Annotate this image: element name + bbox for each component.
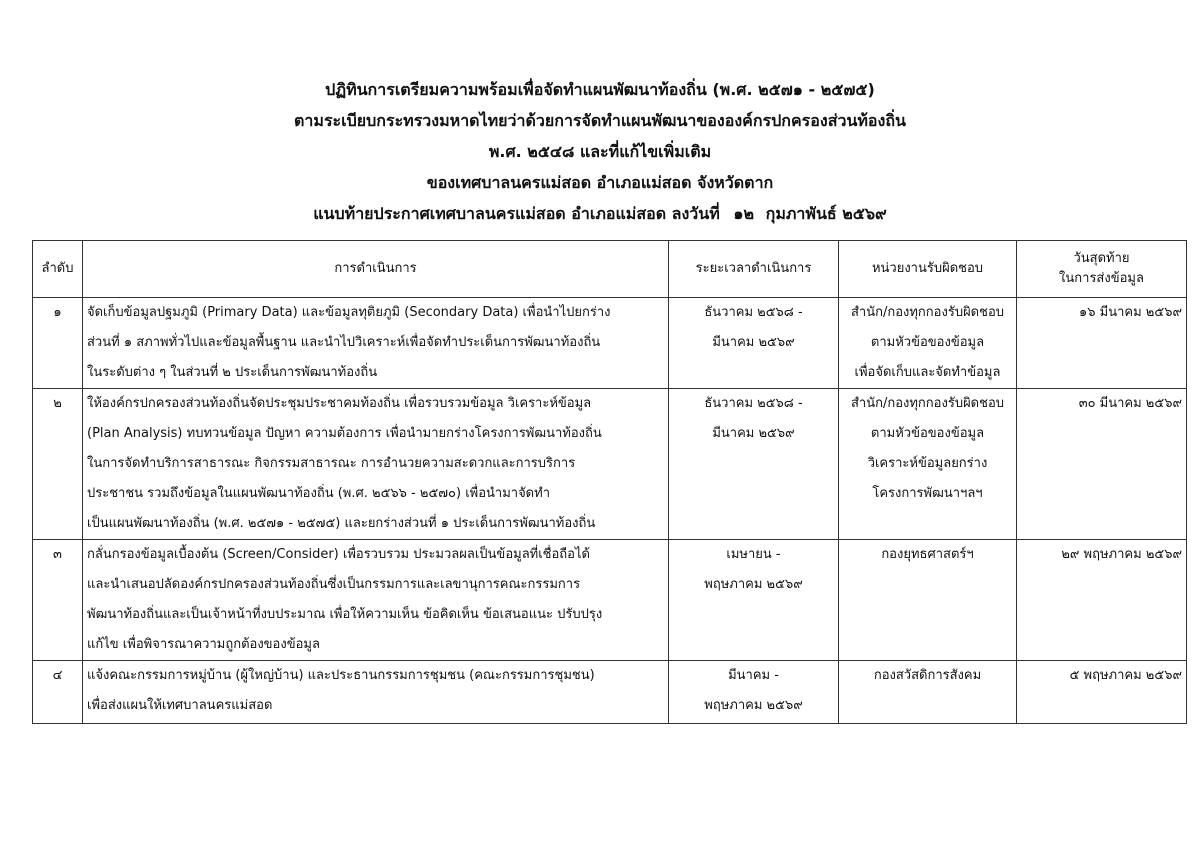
activity-line: แก้ไข เพื่อพิจารณาความถูกต้องของข้อมูล: [87, 637, 320, 652]
table-header-row: [33, 241, 1187, 298]
header-no: ลำดับ: [33, 241, 83, 298]
activity-line: กลั่นกรองข้อมูลเบื้องต้น (Screen/Consider) เพื่อรวบรวม ประมวลผลเป็นข้อมูลที่เชื่อถือได้: [87, 547, 590, 562]
attachment-month-year: กุมภาพันธ์ ๒๕๖๙: [765, 204, 887, 223]
activity-cell: [83, 540, 669, 661]
title-line-3: พ.ศ. ๒๕๔๘ และที่แก้ไขเพิ่มเติม: [488, 142, 712, 161]
row-number: ๓: [33, 540, 83, 661]
activity-line: ในการจัดทำบริการสาธารณะ กิจกรรมสาธารณะ การอำนวยความสะดวกและการบริการ: [87, 456, 576, 471]
header-deadline-line-1: วันสุดท้าย: [1073, 251, 1130, 266]
period-line: ธันวาคม ๒๕๖๘ -: [704, 305, 803, 320]
title-line-1: ปฏิทินการเตรียมความพร้อมเพื่อจัดทำแผนพัฒนาท้องถิ่น (พ.ศ. ๒๕๗๑ - ๒๕๗๕): [325, 80, 875, 99]
unit-cell: [839, 540, 1017, 661]
document-header: [0, 80, 1200, 226]
period-line: พฤษภาคม ๒๕๖๙: [704, 698, 803, 713]
title-line-5: [0, 204, 1200, 226]
period-line: เมษายน -: [726, 547, 781, 562]
period-cell: [669, 389, 839, 540]
period-line: มีนาคม -: [728, 668, 779, 683]
table-row: [33, 661, 1187, 724]
unit-cell: [839, 298, 1017, 389]
activity-line: เพื่อส่งแผนให้เทศบาลนครแม่สอด: [87, 698, 273, 713]
activity-cell: [83, 389, 669, 540]
activity-line: จัดเก็บข้อมูลปฐมภูมิ (Primary Data) และข้อมูลทุติยภูมิ (Secondary Data) เพื่อนำไปยกร่าง: [87, 305, 611, 320]
row-number: ๔: [33, 661, 83, 724]
period-line: พฤษภาคม ๒๕๖๙: [704, 577, 803, 592]
period-line: ธันวาคม ๒๕๖๘ -: [704, 396, 803, 411]
table-row: [33, 389, 1187, 540]
attachment-day: ๑๒: [733, 204, 755, 223]
activity-line: ส่วนที่ ๑ สภาพทั่วไปและข้อมูลพื้นฐาน และนำไปวิเคราะห์เพื่อจัดทำประเด็นการพัฒนาท้องถิ่น: [87, 335, 601, 350]
unit-line: สำนัก/กองทุกกองรับผิดชอบ: [850, 305, 1005, 320]
activity-line: ในระดับต่าง ๆ ในส่วนที่ ๒ ประเด็นการพัฒนาท้องถิ่น: [87, 365, 378, 380]
unit-line: เพื่อจัดเก็บและจัดทำข้อมูล: [854, 365, 1001, 380]
activity-cell: [83, 661, 669, 724]
unit-line: กองยุทธศาสตร์ฯ: [881, 547, 974, 562]
activity-line: และนำเสนอปลัดองค์กรปกครองส่วนท้องถิ่นซึ่งเป็นกรรมการและเลขานุการคณะกรรมการ: [87, 577, 581, 592]
row-number: ๒: [33, 389, 83, 540]
row-number: ๑: [33, 298, 83, 389]
unit-line: วิเคราะห์ข้อมูลยกร่าง: [867, 456, 988, 471]
activity-line: พัฒนาท้องถิ่นและเป็นเจ้าหน้าที่งบประมาณ เพื่อให้ความเห็น ข้อคิดเห็น ข้อเสนอแนะ ปรับปรุง: [87, 607, 603, 622]
activity-line: ประชาชน รวมถึงข้อมูลในแผนพัฒนาท้องถิ่น (พ.ศ. ๒๕๖๖ - ๒๕๗๐) เพื่อนำมาจัดทำ: [87, 486, 550, 501]
title-line-4: ของเทศบาลนครแม่สอด อำเภอแม่สอด จังหวัดตาก: [426, 173, 774, 192]
header-activity: การดำเนินการ: [83, 241, 669, 298]
header-unit: หน่วยงานรับผิดชอบ: [839, 241, 1017, 298]
header-deadline: [1017, 241, 1187, 298]
table-row: [33, 298, 1187, 389]
unit-line: สำนัก/กองทุกกองรับผิดชอบ: [850, 396, 1005, 411]
attachment-prefix: แนบท้ายประกาศเทศบาลนครแม่สอด อำเภอแม่สอด ลงวันที่: [313, 204, 720, 223]
deadline-cell: ๑๖ มีนาคม ๒๕๖๙: [1017, 298, 1187, 389]
activity-line: เป็นแผนพัฒนาท้องถิ่น (พ.ศ. ๒๕๗๑ - ๒๕๗๕) และยกร่างส่วนที่ ๑ ประเด็นการพัฒนาท้องถิ่น: [87, 516, 596, 531]
table-row: [33, 540, 1187, 661]
deadline-cell: ๕ พฤษภาคม ๒๕๖๙: [1017, 661, 1187, 724]
activity-line: (Plan Analysis) ทบทวนข้อมูล ปัญหา ความต้องการ เพื่อนำมายกร่างโครงการพัฒนาท้องถิ่น: [87, 426, 602, 441]
period-cell: [669, 298, 839, 389]
header-period: ระยะเวลาดำเนินการ: [669, 241, 839, 298]
period-line: มีนาคม ๒๕๖๙: [712, 426, 795, 441]
deadline-cell: ๒๙ พฤษภาคม ๒๕๖๙: [1017, 540, 1187, 661]
period-cell: [669, 661, 839, 724]
plan-table: [32, 240, 1187, 724]
deadline-cell: ๓๐ มีนาคม ๒๕๖๙: [1017, 389, 1187, 540]
unit-line: ตามหัวข้อของข้อมูล: [870, 335, 985, 350]
activity-line: ให้องค์กรปกครองส่วนท้องถิ่นจัดประชุมประชาคมท้องถิ่น เพื่อรวบรวมข้อมูล วิเคราะห์ข้อมูล: [87, 396, 592, 411]
title-line-2: ตามระเบียบกระทรวงมหาดไทยว่าด้วยการจัดทำแผนพัฒนาขององค์กรปกครองส่วนท้องถิ่น: [294, 111, 906, 130]
period-cell: [669, 540, 839, 661]
activity-cell: [83, 298, 669, 389]
unit-cell: [839, 661, 1017, 724]
header-deadline-line-2: ในการส่งข้อมูล: [1059, 271, 1144, 286]
unit-line: โครงการพัฒนาฯลฯ: [872, 486, 983, 501]
unit-cell: [839, 389, 1017, 540]
unit-line: กองสวัสดิการสังคม: [873, 668, 982, 683]
unit-line: ตามหัวข้อของข้อมูล: [870, 426, 985, 441]
period-line: มีนาคม ๒๕๖๙: [712, 335, 795, 350]
activity-line: แจ้งคณะกรรมการหมู่บ้าน (ผู้ใหญ่บ้าน) และประธานกรรมการชุมชน (คณะกรรมการชุมชน): [87, 668, 595, 683]
